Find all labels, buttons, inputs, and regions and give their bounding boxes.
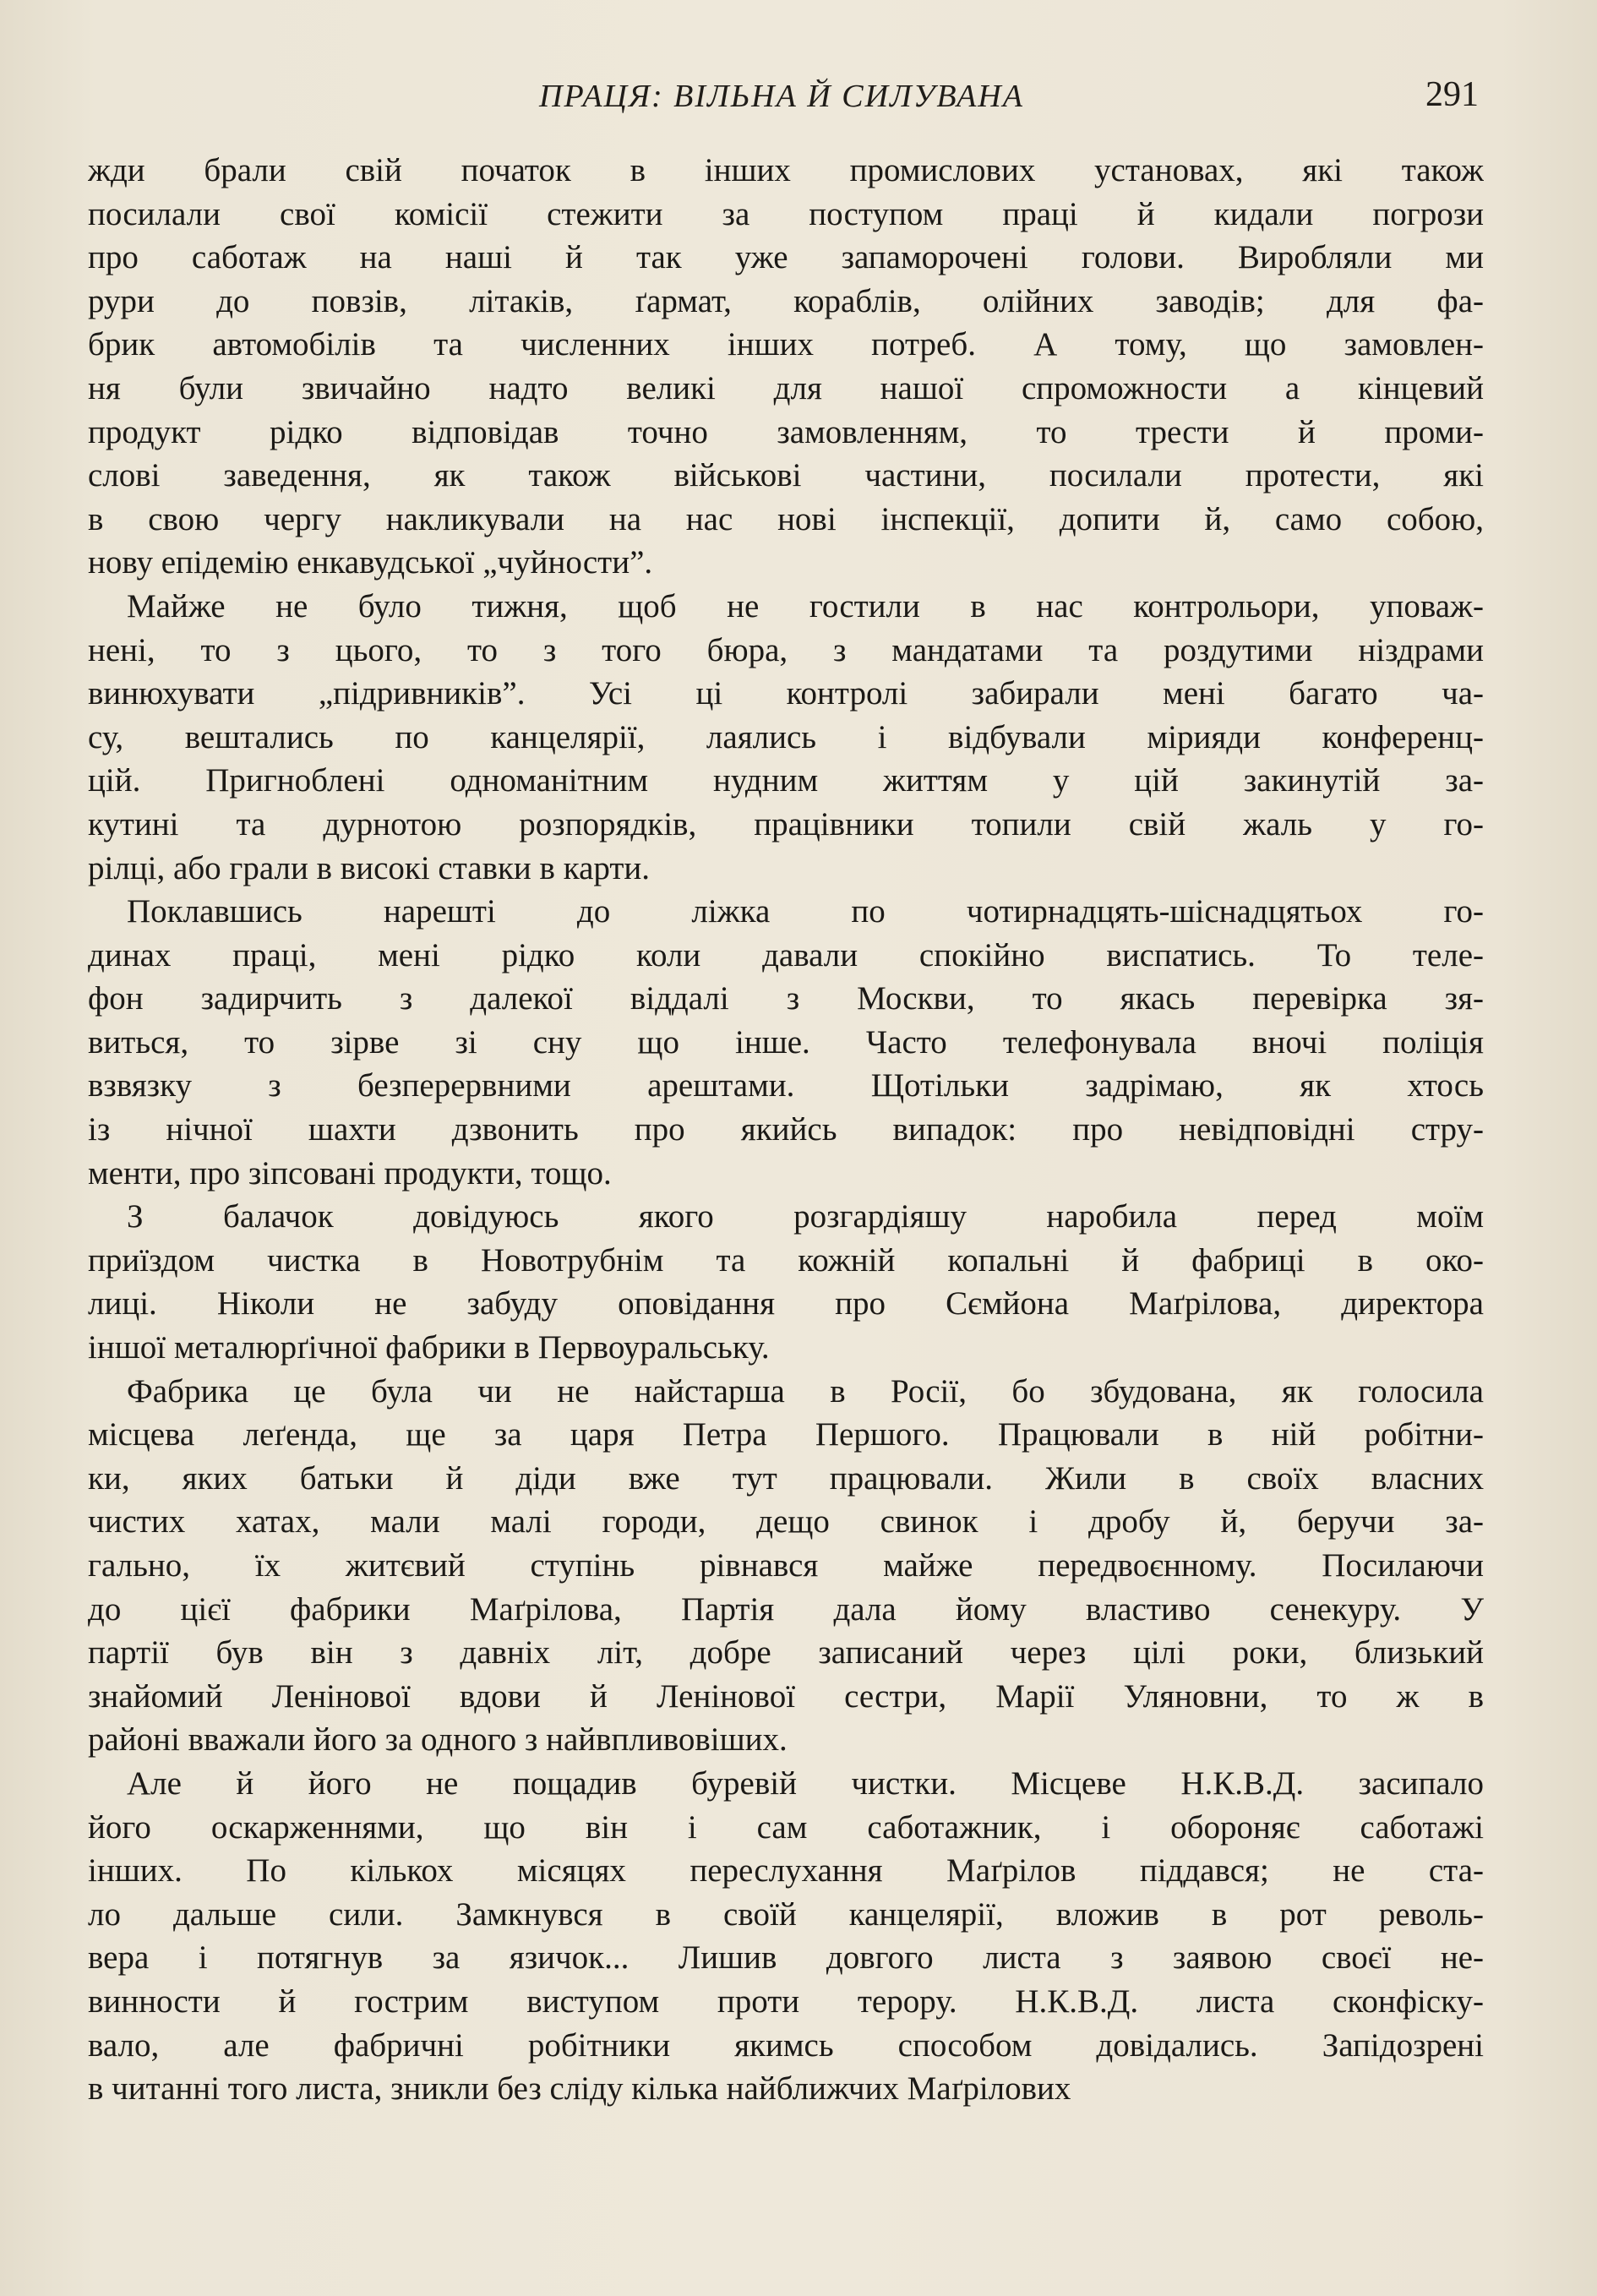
text-line: до цієї фабрики Маґрілова, Партія дала йому властиво сенекуру. У	[88, 1590, 1484, 1628]
text-line: ня були звичайно надто великі для нашої спроможности а кінцевий	[88, 369, 1484, 406]
text-line: динах праці, мені рідко коли давали спокійно виспатись. То теле-	[88, 936, 1484, 973]
paragraph	[88, 149, 1484, 585]
text-line: партії був він з давніх літ, добре записаний через цілі роки, близький	[88, 1634, 1484, 1672]
paragraph	[88, 1370, 1484, 1762]
text-line: Але й його не пощадив буревій чистки. Місцеве Н.К.В.Д. засипало	[127, 1764, 1484, 1802]
text-line: продукт рідко відповідав точно замовленням, то трести й проми-	[88, 413, 1484, 450]
text-line: З балачок довідуюсь якого розгардіяшу наробила перед моїм	[127, 1198, 1484, 1235]
paragraph	[88, 585, 1484, 890]
text-line: жди брали свій початок в інших промислових установах, які також	[88, 152, 1484, 188]
text-line: знайомий Ленінової вдови й Ленінової сестри, Марії Уляновни, то ж в	[88, 1677, 1484, 1715]
text-line: гально, їх житєвий ступінь рівнався майже передвоєнному. Посилаючи	[88, 1547, 1484, 1584]
paragraph	[88, 890, 1484, 1195]
text-line: лиці. Ніколи не забуду оповідання про Сємйона Маґрілова, директора	[88, 1285, 1484, 1323]
page-number: 291	[1425, 75, 1479, 114]
paragraph	[88, 1195, 1484, 1369]
text-line: місцева леґенда, ще за царя Петра Першого. Працювали в ній робітни-	[88, 1416, 1484, 1453]
text-line: Майже не було тижня, щоб не гостили в нас контрольори, уповаж-	[127, 587, 1484, 624]
text-line: вера і потягнув за язичок... Лишив довгого листа з заявою своєї не-	[88, 1939, 1484, 1977]
text-line: нені, то з цього, то з того бюра, з мандатами та роздутими ніздрами	[88, 631, 1484, 668]
text-line: рури до повзів, літаків, ґармат, кораблів, олійних заводів; для фа-	[88, 282, 1484, 319]
text-line: його оскарженнями, що він і сам саботажник, і обороняє саботажі	[88, 1808, 1484, 1846]
text-line: виться, то зірве зі сну що інше. Часто телефонувала вночі поліція	[88, 1023, 1484, 1061]
text-line: із нічної шахти дзвонить про якийсь випадок: про невідповідні стру-	[88, 1111, 1484, 1148]
text-line: Фабрика це була чи не найстарша в Росії, бо збудована, як голосила	[127, 1372, 1484, 1410]
text-line: в читанні того листа, зникли без сліду кілька найближчих Маґрілових	[88, 2070, 1071, 2108]
text-line: районі вважали його за одного з найвпливовіших.	[88, 1721, 788, 1759]
text-line: чистих хатах, мали малі городи, дещо свинок і дробу й, беручи за-	[88, 1503, 1484, 1541]
text-line: інших. По кількох місяцях переслухання Маґрілов піддався; не ста-	[88, 1852, 1484, 1890]
text-line: винности й гострим виступом проти терору. Н.К.В.Д. листа сконфіску-	[88, 1982, 1484, 2020]
text-line: ло дальше сили. Замкнувся в своїй канцелярії, вложив в рот револь-	[88, 1895, 1484, 1933]
text-line: вало, але фабричні робітники якимсь способом довідались. Запідозрені	[88, 2026, 1484, 2064]
text-line: кутині та дурнотою розпорядків, працівники топили свій жаль у го-	[88, 805, 1484, 843]
text-line: менти, про зіпсовані продукти, тощо.	[88, 1154, 612, 1192]
text-line: брик автомобілів та численних інших потреб. А тому, що замовлен-	[88, 326, 1484, 363]
page-header	[84, 75, 1479, 128]
text-line: Поклавшись нарешті до ліжка по чотирнадцять-шіснадцятьох го-	[127, 893, 1484, 930]
text-line: винюхувати „підривників”. Усі ці контролі забирали мені багато ча-	[88, 675, 1484, 712]
running-title: ПРАЦЯ: ВІЛЬНА Й СИЛУВАНА	[539, 79, 1024, 114]
text-line: приїздом чистка в Новотрубнім та кожній копальні й фабриці в око-	[88, 1241, 1484, 1279]
text-line: в свою чергу накликували на нас нові інспекції, допити й, само собою,	[88, 500, 1484, 537]
text-line: посилали свої комісії стежити за поступом праці й кидали погрози	[88, 195, 1484, 232]
text-line: фон задирчить з далекої віддалі з Москви, то якась перевірка зя-	[88, 980, 1484, 1017]
text-line: іншої металюрґічної фабрики в Первоуральську.	[88, 1329, 770, 1366]
paragraph	[88, 1762, 1484, 2111]
text-line: взвязку з безперервними арештами. Щотільки задрімаю, як хтось	[88, 1067, 1484, 1104]
text-line: ки, яких батьки й діди вже тут працювали. Жили в своїх власних	[88, 1459, 1484, 1497]
text-line: про саботаж на наші й так уже запаморочені голови. Виробляли ми	[88, 239, 1484, 276]
text-line: цій. Пригноблені одноманітним нудним життям у цій закинутій за-	[88, 762, 1484, 799]
text-line: рілці, або грали в високі ставки в карти.	[88, 849, 651, 886]
text-line: су, вештались по канцелярії, лаялись і відбували мірияди конференц-	[88, 718, 1484, 755]
body-text	[88, 149, 1484, 2111]
text-line: нову епідемію енкавудської „чуйности”.	[88, 544, 653, 581]
text-line: слові заведення, як також військові частини, посилали протести, які	[88, 457, 1484, 494]
